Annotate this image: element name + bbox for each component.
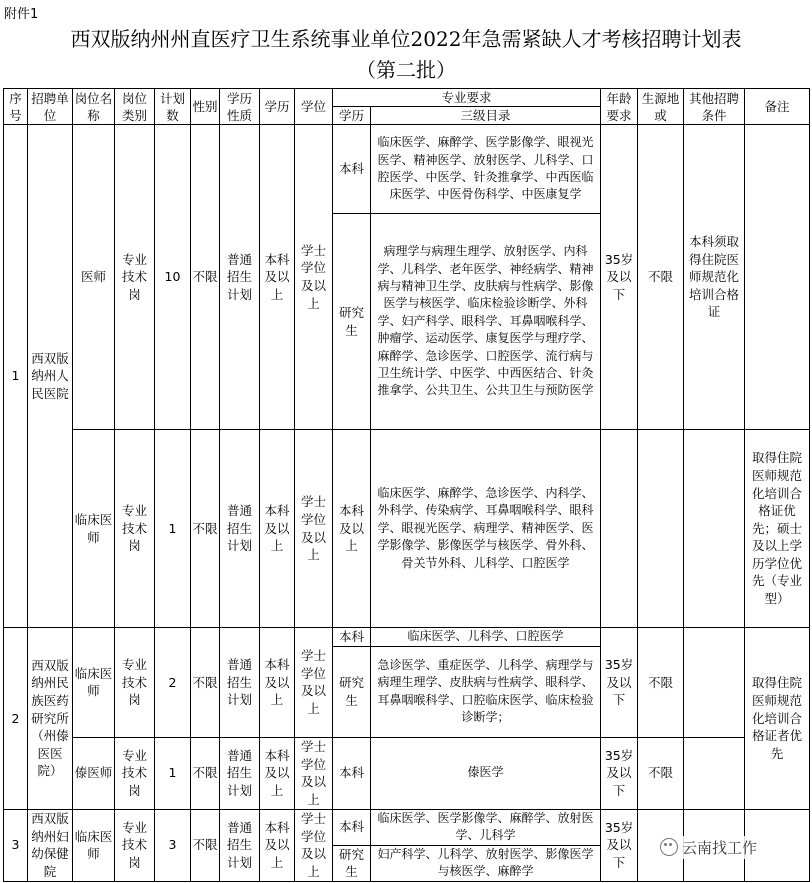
- header-seq: 序号: [4, 89, 28, 125]
- gender-cell: 不限: [191, 430, 220, 628]
- edu-cell: 本科及以上: [260, 628, 295, 738]
- age-cell: 35岁及以下: [601, 628, 638, 738]
- unit-cell: 西双版纳州人民医院: [28, 125, 73, 628]
- header-unit: 招聘单位: [28, 89, 73, 125]
- age-cell: 35岁及以下: [601, 125, 638, 430]
- edu-nature-cell: 普通招生计划: [220, 628, 260, 738]
- post-type-cell: 专业技术岗: [115, 809, 155, 881]
- other-cell: [684, 430, 745, 628]
- other-cell: 本科须取得住院医师规范化培训合格证: [684, 125, 745, 430]
- edu-nature-cell: 普通招生计划: [220, 737, 260, 809]
- major-list-cell: 妇产科学、儿科学、放射医学、影像医学与核医学、麻醉学: [371, 845, 601, 881]
- gender-cell: 不限: [191, 125, 220, 430]
- header-degree: 学位: [295, 89, 333, 125]
- degree-cell: 学士学位及以上: [295, 430, 333, 628]
- major-edu-cell: 研究生: [333, 845, 371, 881]
- edu-cell: 本科及以上: [260, 809, 295, 881]
- post-name-cell: 临床医师: [73, 628, 115, 738]
- major-list-cell: 傣医学: [371, 737, 601, 809]
- other-cell: [684, 628, 745, 738]
- post-type-cell: 专业技术岗: [115, 125, 155, 430]
- degree-cell: 学士学位及以上: [295, 809, 333, 881]
- edu-nature-cell: 普通招生计划: [220, 809, 260, 881]
- age-cell: [601, 430, 638, 628]
- major-list-cell: 临床医学、麻醉学、医学影像学、眼视光医学、精神医学、放射医学、儿科学、口腔医学、中医学、针灸推拿学、中西医临床医学、中医骨伤科学、中医康复学: [371, 125, 601, 214]
- major-edu-cell: 本科: [333, 125, 371, 214]
- degree-cell: 学士学位及以上: [295, 737, 333, 809]
- header-gender: 性别: [191, 89, 220, 125]
- plan-cell: 1: [155, 430, 191, 628]
- edu-cell: 本科及以上: [260, 737, 295, 809]
- header-origin: 生源地或: [638, 89, 684, 125]
- remark-cell: 取得住院医师规范化培训合格证优先；硕士及以上学历学位优先（专业型）: [745, 430, 810, 628]
- major-list-cell: 临床医学、医学影像学、麻醉学、放射医学、儿科学: [371, 809, 601, 845]
- age-cell: 35岁及以下: [601, 737, 638, 809]
- origin-cell: 不限: [638, 628, 684, 738]
- page-title: [0, 24, 812, 86]
- table-row: [4, 430, 810, 628]
- header-plan: 计划数: [155, 89, 191, 125]
- post-type-cell: 专业技术岗: [115, 430, 155, 628]
- attachment-label: 附件1: [4, 7, 39, 22]
- major-edu-cell: 本科: [333, 737, 371, 809]
- header-remark: 备注: [745, 89, 810, 125]
- major-edu-cell: 研究生: [333, 646, 371, 737]
- header-other: 其他招聘条件: [684, 89, 745, 125]
- table-row: [4, 125, 810, 214]
- remark-cell: [745, 125, 810, 430]
- unit-cell: 西双版纳州民族医药研究所（州傣医医院）: [28, 628, 73, 810]
- major-list-cell: 临床医学、儿科学、口腔医学: [371, 628, 601, 647]
- post-name-cell: 医师: [73, 125, 115, 430]
- header-major-req: 专业要求: [333, 89, 601, 107]
- table-row: [4, 628, 810, 647]
- seq-cell: 3: [4, 809, 28, 881]
- header-post-type: 岗位类别: [115, 89, 155, 125]
- origin-cell: [638, 430, 684, 628]
- plan-cell: 1: [155, 737, 191, 809]
- other-cell: [684, 737, 745, 809]
- post-name-cell: 傣医师: [73, 737, 115, 809]
- header-row-1: [4, 89, 810, 107]
- major-edu-cell: 本科: [333, 809, 371, 845]
- header-edu-nature: 学历性质: [220, 89, 260, 125]
- major-list-cell: 病理学与病理生理学、放射医学、内科学、儿科学、老年医学、神经病学、精神病与精神卫生学、皮肤病与性病学、影像医学与核医学、临床检验诊断学、外科学、妇产科学、眼科学、耳鼻咽喉科学、肿瘤学、运动医学、康复医学与理疗学、麻醉学、急诊医学、口腔医学、流行病与卫生统计学、中医学、中西医结合、针灸推拿学、公共卫生、公共卫生与预防医学: [371, 214, 601, 430]
- gender-cell: 不限: [191, 737, 220, 809]
- table-row: [4, 737, 810, 809]
- title-line-1: 西双版纳州州直医疗卫生系统事业单位2022年急需紧缺人才考核招聘计划表: [70, 27, 742, 51]
- post-type-cell: 专业技术岗: [115, 737, 155, 809]
- header-edu: 学历: [260, 89, 295, 125]
- gender-cell: 不限: [191, 809, 220, 881]
- major-list-cell: 临床医学、麻醉学、急诊医学、内科学、外科学、传染病学、耳鼻咽喉科学、眼科学、眼视光医学、病理学、精神医学、医学影像学、影像医学与核医学、骨外科、骨关节外科、儿科学、口腔医学: [371, 430, 601, 628]
- degree-cell: 学士学位及以上: [295, 628, 333, 738]
- post-name-cell: 临床医师: [73, 430, 115, 628]
- wechat-icon: [660, 838, 678, 856]
- plan-cell: 10: [155, 125, 191, 430]
- edu-nature-cell: 普通招生计划: [220, 430, 260, 628]
- seq-cell: 1: [4, 125, 28, 628]
- recruitment-plan-table: [3, 88, 810, 882]
- degree-cell: 学士学位及以上: [295, 125, 333, 430]
- remark-cell: 取得住院医师规范化培训合格证者优先: [745, 628, 810, 810]
- major-edu-cell: 本科: [333, 628, 371, 647]
- header-major-edu: 学历: [333, 107, 371, 125]
- major-list-cell: 急诊医学、重症医学、儿科学、病理学与病理生理学、皮肤病与性病学、眼科学、耳鼻咽喉科学、口腔临床医学、临床检验诊断学；: [371, 646, 601, 737]
- seq-cell: 2: [4, 628, 28, 810]
- age-cell: 35岁及以下: [601, 809, 638, 881]
- plan-cell: 2: [155, 628, 191, 738]
- major-edu-cell: 研究生: [333, 214, 371, 430]
- origin-cell: 不限: [638, 125, 684, 430]
- gender-cell: 不限: [191, 628, 220, 738]
- edu-cell: 本科及以上: [260, 125, 295, 430]
- title-line-2: （第二批）: [356, 58, 456, 82]
- major-edu-cell: 本科及以上: [333, 430, 371, 628]
- edu-nature-cell: 普通招生计划: [220, 125, 260, 430]
- post-type-cell: 专业技术岗: [115, 628, 155, 738]
- watermark: [656, 836, 761, 859]
- origin-cell: 不限: [638, 737, 684, 809]
- watermark-text: 云南找工作: [682, 839, 758, 857]
- edu-cell: 本科及以上: [260, 430, 295, 628]
- header-post-name: 岗位名称: [73, 89, 115, 125]
- plan-cell: 3: [155, 809, 191, 881]
- header-age: 年龄要求: [601, 89, 638, 125]
- post-name-cell: 临床医师: [73, 809, 115, 881]
- header-major-cat: 三级目录: [371, 107, 601, 125]
- unit-cell: 西双版纳州妇幼保健院: [28, 809, 73, 881]
